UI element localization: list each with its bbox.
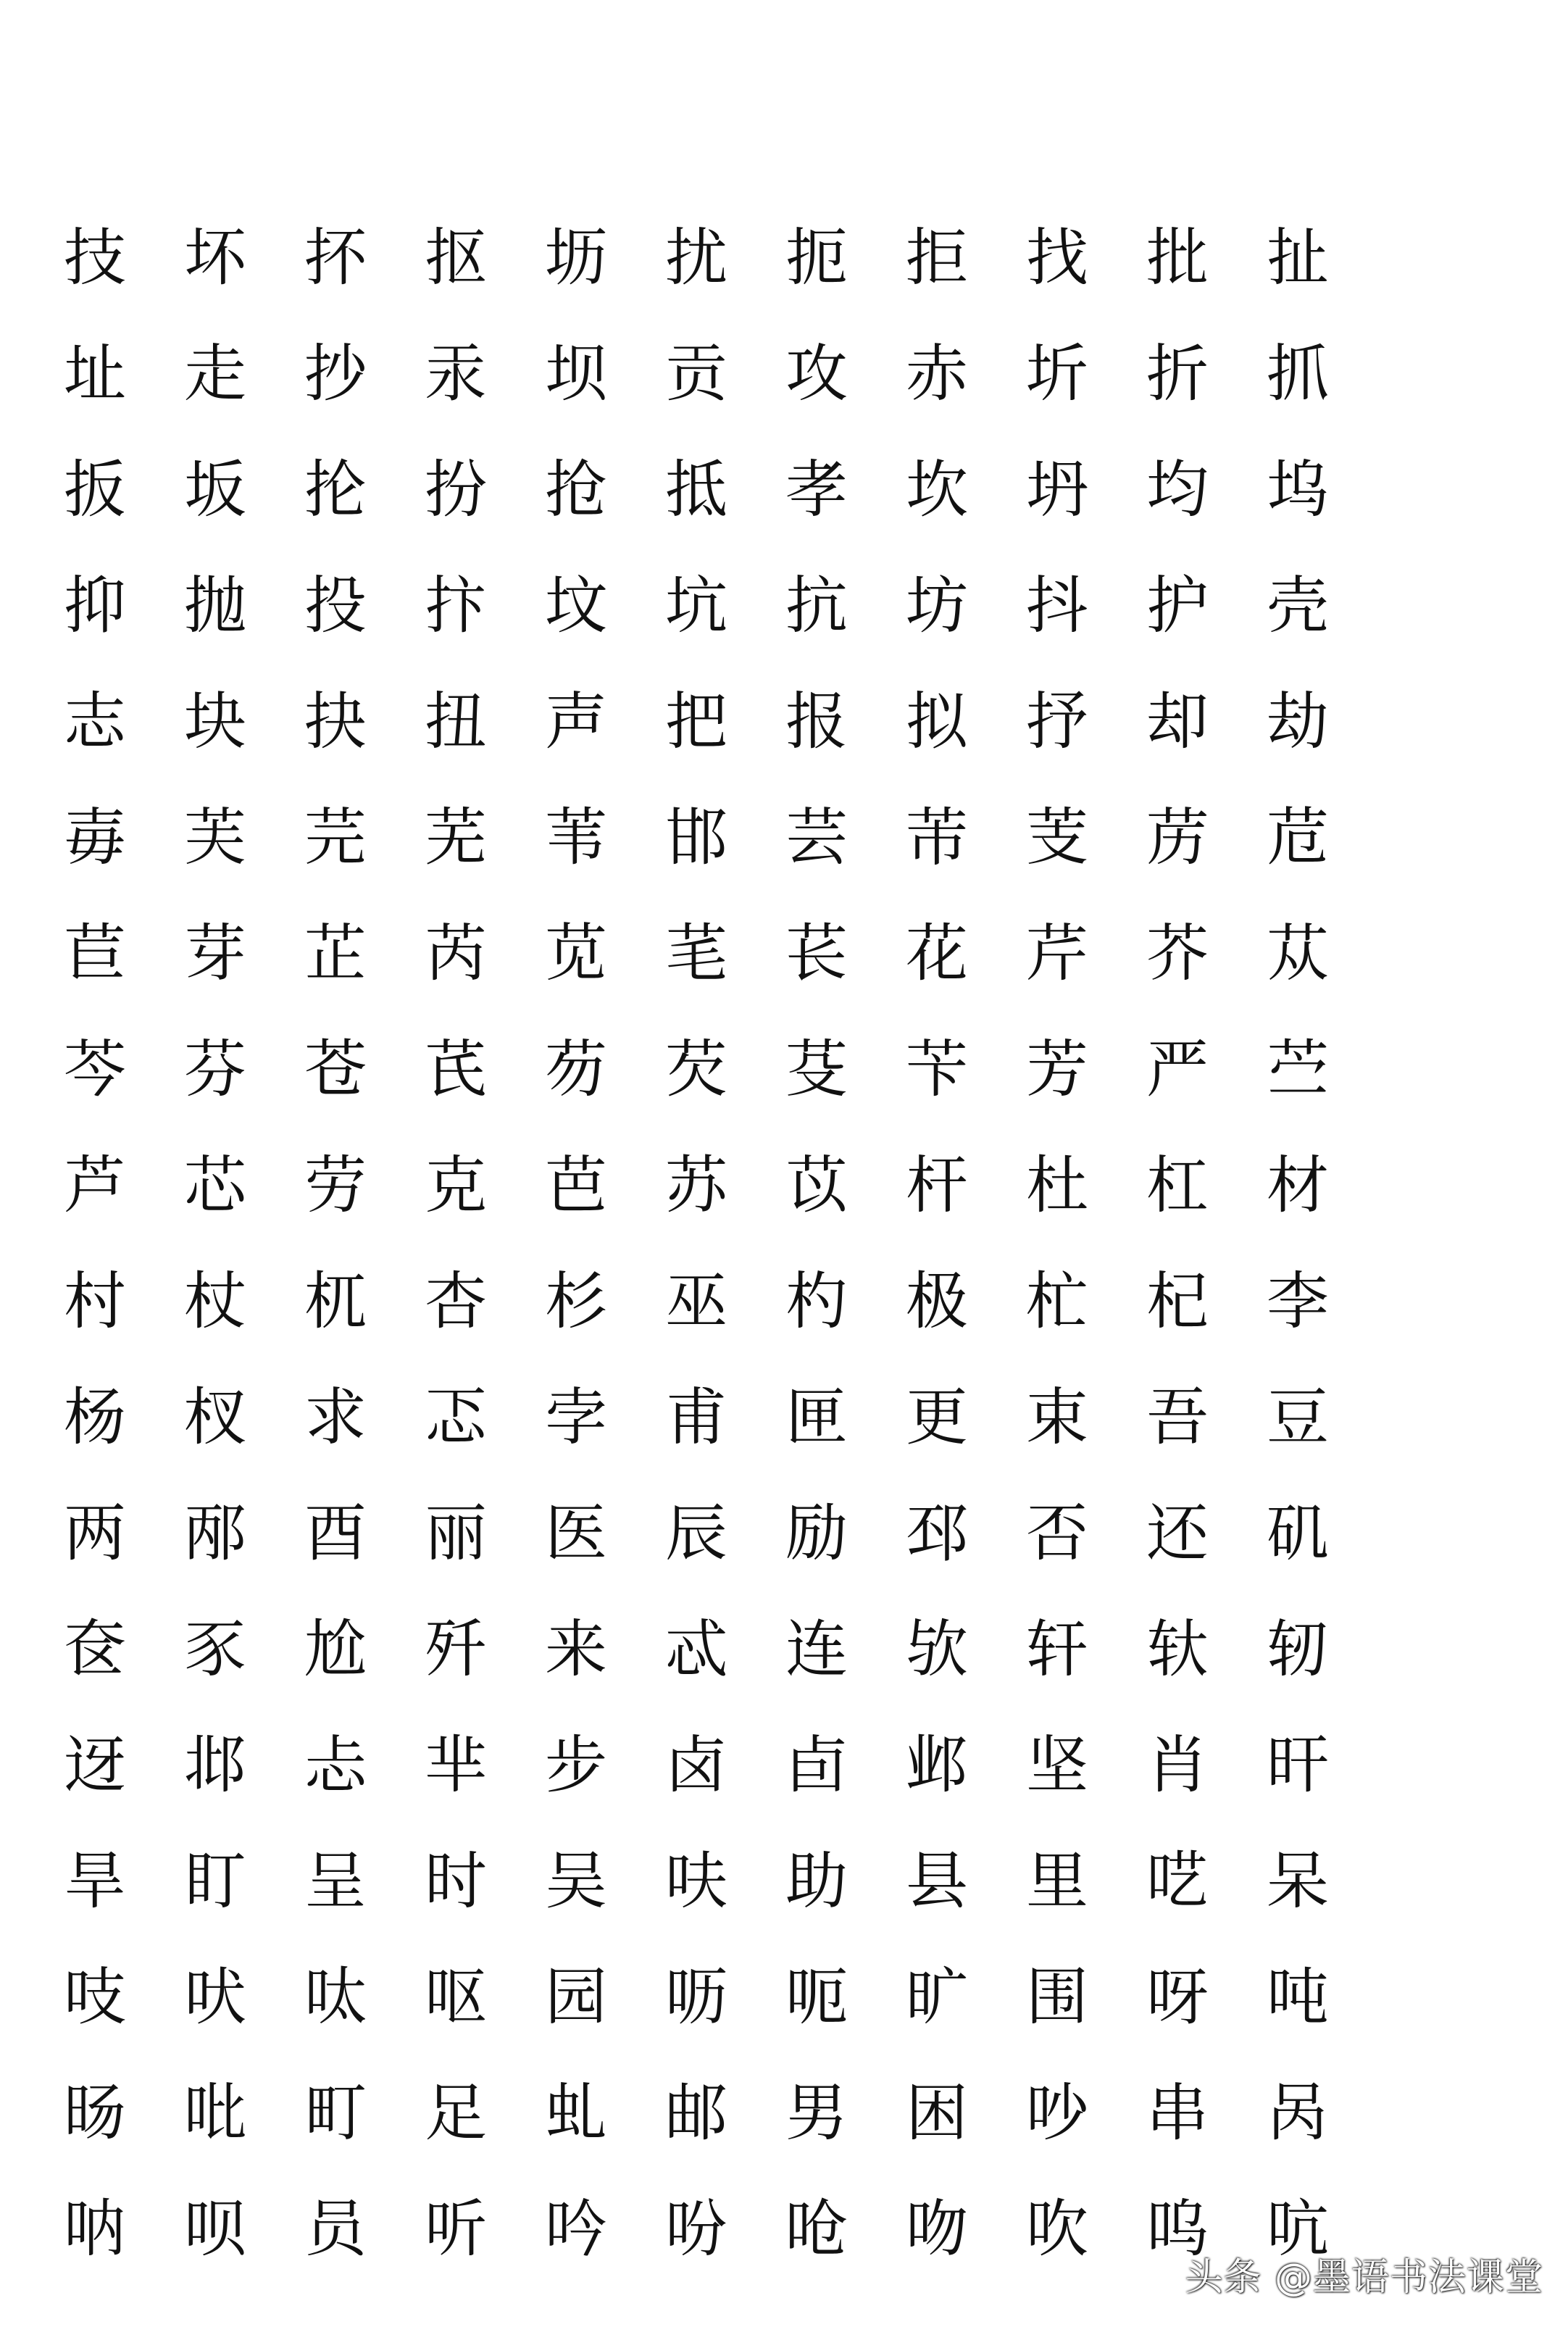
character-cell: 足 xyxy=(425,2077,487,2149)
character-cell: 赤 xyxy=(906,338,968,410)
character-cell: 巫 xyxy=(665,1265,727,1338)
character-cell: 旷 xyxy=(906,1961,968,2033)
character-cell: 苄 xyxy=(906,1033,968,1106)
character-cell: 毐 xyxy=(64,802,126,874)
character-cell: 围 xyxy=(1026,1961,1088,2033)
character-cell: 杠 xyxy=(1146,1149,1209,1222)
character-cell: 束 xyxy=(1026,1381,1088,1454)
character-cell: 肖 xyxy=(1146,1729,1209,1802)
character-cell: 杜 xyxy=(1026,1149,1088,1222)
character-cell: 吠 xyxy=(184,1961,246,2033)
character-cell: 忐 xyxy=(304,1729,367,1802)
character-cell: 步 xyxy=(545,1729,607,1802)
character-cell: 块 xyxy=(184,686,246,758)
character-cell: 盯 xyxy=(184,1845,246,1918)
character-cell: 吾 xyxy=(1146,1381,1209,1454)
character-cell: 县 xyxy=(906,1845,968,1918)
character-cell: 呕 xyxy=(425,1961,487,2033)
character-cell: 轫 xyxy=(1267,1613,1329,1686)
character-cell: 走 xyxy=(184,338,246,410)
character-cell: 迓 xyxy=(64,1729,126,1802)
character-cell: 苋 xyxy=(545,917,607,990)
character-cell: 奁 xyxy=(64,1613,126,1686)
character-cell: 严 xyxy=(1146,1033,1209,1106)
character-cell: 吟 xyxy=(545,2193,607,2265)
character-cell: 拟 xyxy=(906,686,968,758)
character-cell: 忑 xyxy=(425,1381,487,1454)
character-cell: 拒 xyxy=(906,222,968,294)
character-cell: 贡 xyxy=(665,338,727,410)
character-cell: 邮 xyxy=(665,2077,727,2149)
character-cell: 坏 xyxy=(184,222,246,294)
character-cell: 园 xyxy=(545,1961,607,2033)
character-cell: 却 xyxy=(1146,686,1209,758)
character-cell: 劫 xyxy=(1267,686,1329,758)
character-cell: 呜 xyxy=(1146,2193,1209,2265)
character-cell: 抗 xyxy=(785,570,848,642)
character-cell: 坜 xyxy=(545,222,607,294)
character-cell: 坑 xyxy=(665,570,727,642)
character-cell: 芼 xyxy=(665,917,727,990)
character-cell: 辰 xyxy=(665,1497,727,1570)
character-cell: 抡 xyxy=(304,454,367,526)
character-cell: 呖 xyxy=(665,1961,727,2033)
character-cell: 报 xyxy=(785,686,848,758)
character-cell: 旱 xyxy=(64,1845,126,1918)
character-cell: 均 xyxy=(1146,454,1209,526)
character-cell: 抉 xyxy=(304,686,367,758)
character-cell: 卣 xyxy=(785,1729,848,1802)
character-cell: 呆 xyxy=(1267,1845,1329,1918)
character-cell: 芰 xyxy=(1026,802,1088,874)
character-cell: 苌 xyxy=(785,917,848,990)
character-cell: 呈 xyxy=(304,1845,367,1918)
character-cell: 找 xyxy=(1026,222,1088,294)
character-cell: 吱 xyxy=(64,1961,126,2033)
character-cell: 吻 xyxy=(906,2193,968,2265)
character-cell: 呗 xyxy=(184,2193,246,2265)
character-cell: 芸 xyxy=(785,802,848,874)
character-cell: 声 xyxy=(545,686,607,758)
character-cell: 旸 xyxy=(64,2077,126,2149)
character-cell: 励 xyxy=(785,1497,848,1570)
character-cell: 串 xyxy=(1146,2077,1209,2149)
character-cell: 杌 xyxy=(304,1265,367,1338)
character-cell: 吵 xyxy=(1026,2077,1088,2149)
character-cell: 欤 xyxy=(906,1613,968,1686)
character-cell: 芯 xyxy=(184,1149,246,1222)
character-cell: 呀 xyxy=(1146,1961,1209,2033)
character-cell: 坞 xyxy=(1267,454,1329,526)
character-cell: 吡 xyxy=(184,2077,246,2149)
character-cell: 坚 xyxy=(1026,1729,1088,1802)
character-cell: 否 xyxy=(1026,1497,1088,1570)
character-cell: 吨 xyxy=(1267,1961,1329,2033)
character-cell: 求 xyxy=(304,1381,367,1454)
character-cell: 芩 xyxy=(64,1033,126,1106)
character-cell: 芈 xyxy=(425,1729,487,1802)
character-cell: 技 xyxy=(64,222,126,294)
character-cell: 连 xyxy=(785,1613,848,1686)
character-cell: 时 xyxy=(425,1845,487,1918)
character-cell: 困 xyxy=(906,2077,968,2149)
character-cell: 折 xyxy=(1146,338,1209,410)
character-cell: 呐 xyxy=(64,2193,126,2265)
character-cell: 抔 xyxy=(304,222,367,294)
character-cell: 芽 xyxy=(184,917,246,990)
character-cell: 尬 xyxy=(304,1613,367,1686)
character-cell: 里 xyxy=(1026,1845,1088,1918)
character-cell: 豆 xyxy=(1267,1381,1329,1454)
character-cell: 把 xyxy=(665,686,727,758)
character-cell: 抢 xyxy=(545,454,607,526)
character-cell: 来 xyxy=(545,1613,607,1686)
character-cell: 芫 xyxy=(304,802,367,874)
character-cell: 孛 xyxy=(545,1381,607,1454)
character-cell: 呔 xyxy=(304,1961,367,2033)
character-cell: 杈 xyxy=(184,1381,246,1454)
character-cell: 抄 xyxy=(304,338,367,410)
character-cell: 杧 xyxy=(1026,1265,1088,1338)
character-cell: 苇 xyxy=(545,802,607,874)
character-cell: 苁 xyxy=(1267,917,1329,990)
character-cell: 址 xyxy=(64,338,126,410)
character-cell: 芳 xyxy=(1026,1033,1088,1106)
character-cell: 材 xyxy=(1267,1149,1329,1222)
character-cell: 扰 xyxy=(665,222,727,294)
character-cell: 芮 xyxy=(425,917,487,990)
character-cell: 芡 xyxy=(665,1033,727,1106)
character-cell: 苏 xyxy=(665,1149,727,1222)
character-cell: 壳 xyxy=(1267,570,1329,642)
character-cell: 邯 xyxy=(665,802,727,874)
character-cell: 花 xyxy=(906,917,968,990)
character-cell: 批 xyxy=(1146,222,1209,294)
character-cell: 吩 xyxy=(665,2193,727,2265)
character-cell: 呓 xyxy=(1146,1845,1209,1918)
character-cell: 芴 xyxy=(545,1033,607,1106)
character-cell: 芪 xyxy=(425,1033,487,1106)
character-cell: 芬 xyxy=(184,1033,246,1106)
character-cell: 芜 xyxy=(425,802,487,874)
character-cell: 听 xyxy=(425,2193,487,2265)
character-cell: 抵 xyxy=(665,454,727,526)
character-cell: 邴 xyxy=(184,1497,246,1570)
character-cell: 圻 xyxy=(1026,338,1088,410)
character-cell: 男 xyxy=(785,2077,848,2149)
character-cell: 酉 xyxy=(304,1497,367,1570)
character-cell: 芙 xyxy=(184,802,246,874)
character-cell: 医 xyxy=(545,1497,607,1570)
character-cell: 扼 xyxy=(785,222,848,294)
character-cell: 矶 xyxy=(1267,1497,1329,1570)
character-cell: 还 xyxy=(1146,1497,1209,1570)
character-cell: 轪 xyxy=(1146,1613,1209,1686)
character-cell: 助 xyxy=(785,1845,848,1918)
character-cell: 芥 xyxy=(1146,917,1209,990)
character-cell: 杏 xyxy=(425,1265,487,1338)
character-cell: 匣 xyxy=(785,1381,848,1454)
character-cell: 更 xyxy=(906,1381,968,1454)
character-cell: 杓 xyxy=(785,1265,848,1338)
character-cell: 苣 xyxy=(64,917,126,990)
character-cell: 抠 xyxy=(425,222,487,294)
character-cell: 抛 xyxy=(184,570,246,642)
character-cell: 抃 xyxy=(425,570,487,642)
character-cell: 虬 xyxy=(545,2077,607,2149)
character-cell: 抑 xyxy=(64,570,126,642)
character-cell: 苡 xyxy=(785,1149,848,1222)
character-cell: 芷 xyxy=(304,917,367,990)
character-cell: 芾 xyxy=(906,802,968,874)
character-cell: 扯 xyxy=(1267,222,1329,294)
character-cell: 坝 xyxy=(545,338,607,410)
character-cell: 邳 xyxy=(906,1497,968,1570)
character-cell: 杨 xyxy=(64,1381,126,1454)
character-cell: 芟 xyxy=(785,1033,848,1106)
character-cell: 李 xyxy=(1267,1265,1329,1338)
character-cell: 员 xyxy=(304,2193,367,2265)
character-cell: 町 xyxy=(304,2077,367,2149)
character-cell: 护 xyxy=(1146,570,1209,642)
character-cell: 邶 xyxy=(184,1729,246,1802)
character-cell: 苍 xyxy=(304,1033,367,1106)
character-cell: 苈 xyxy=(1146,802,1209,874)
character-cell: 歼 xyxy=(425,1613,487,1686)
character-cell: 吹 xyxy=(1026,2193,1088,2265)
character-cell: 坊 xyxy=(906,570,968,642)
character-cell: 克 xyxy=(425,1149,487,1222)
character-cell: 甫 xyxy=(665,1381,727,1454)
character-cell: 扳 xyxy=(64,454,126,526)
character-cell: 两 xyxy=(64,1497,126,1570)
character-cell: 抖 xyxy=(1026,570,1088,642)
character-cell: 芹 xyxy=(1026,917,1088,990)
character-grid xyxy=(35,200,1358,2287)
character-cell: 扮 xyxy=(425,454,487,526)
character-cell: 村 xyxy=(64,1265,126,1338)
character-cell: 呙 xyxy=(1267,2077,1329,2149)
character-cell: 忒 xyxy=(665,1613,727,1686)
character-cell: 吭 xyxy=(1267,2193,1329,2265)
character-cell: 坂 xyxy=(184,454,246,526)
character-cell: 豕 xyxy=(184,1613,246,1686)
character-cell: 极 xyxy=(906,1265,968,1338)
character-cell: 抓 xyxy=(1267,338,1329,410)
character-cell: 投 xyxy=(304,570,367,642)
watermark: 头条 @墨语书法课堂 xyxy=(1185,2256,1543,2299)
character-cell: 杞 xyxy=(1146,1265,1209,1338)
character-cell: 杉 xyxy=(545,1265,607,1338)
character-cell: 丽 xyxy=(425,1497,487,1570)
character-cell: 杆 xyxy=(906,1149,968,1222)
character-cell: 坍 xyxy=(1026,454,1088,526)
character-cell: 轩 xyxy=(1026,1613,1088,1686)
character-cell: 苎 xyxy=(1267,1033,1329,1106)
character-cell: 坟 xyxy=(545,570,607,642)
character-cell: 卤 xyxy=(665,1729,727,1802)
character-cell: 旰 xyxy=(1267,1729,1329,1802)
character-cell: 扭 xyxy=(425,686,487,758)
character-cell: 汞 xyxy=(425,338,487,410)
character-cell: 杖 xyxy=(184,1265,246,1338)
character-cell: 呛 xyxy=(785,2193,848,2265)
character-cell: 苊 xyxy=(1267,802,1329,874)
character-cell: 攻 xyxy=(785,338,848,410)
character-cell: 芦 xyxy=(64,1149,126,1222)
character-cell: 呃 xyxy=(785,1961,848,2033)
character-cell: 坎 xyxy=(906,454,968,526)
character-cell: 志 xyxy=(64,686,126,758)
character-cell: 呋 xyxy=(665,1845,727,1918)
character-cell: 芭 xyxy=(545,1149,607,1222)
character-cell: 吴 xyxy=(545,1845,607,1918)
character-cell: 劳 xyxy=(304,1149,367,1222)
character-cell: 邺 xyxy=(906,1729,968,1802)
character-cell: 孝 xyxy=(785,454,848,526)
character-cell: 抒 xyxy=(1026,686,1088,758)
